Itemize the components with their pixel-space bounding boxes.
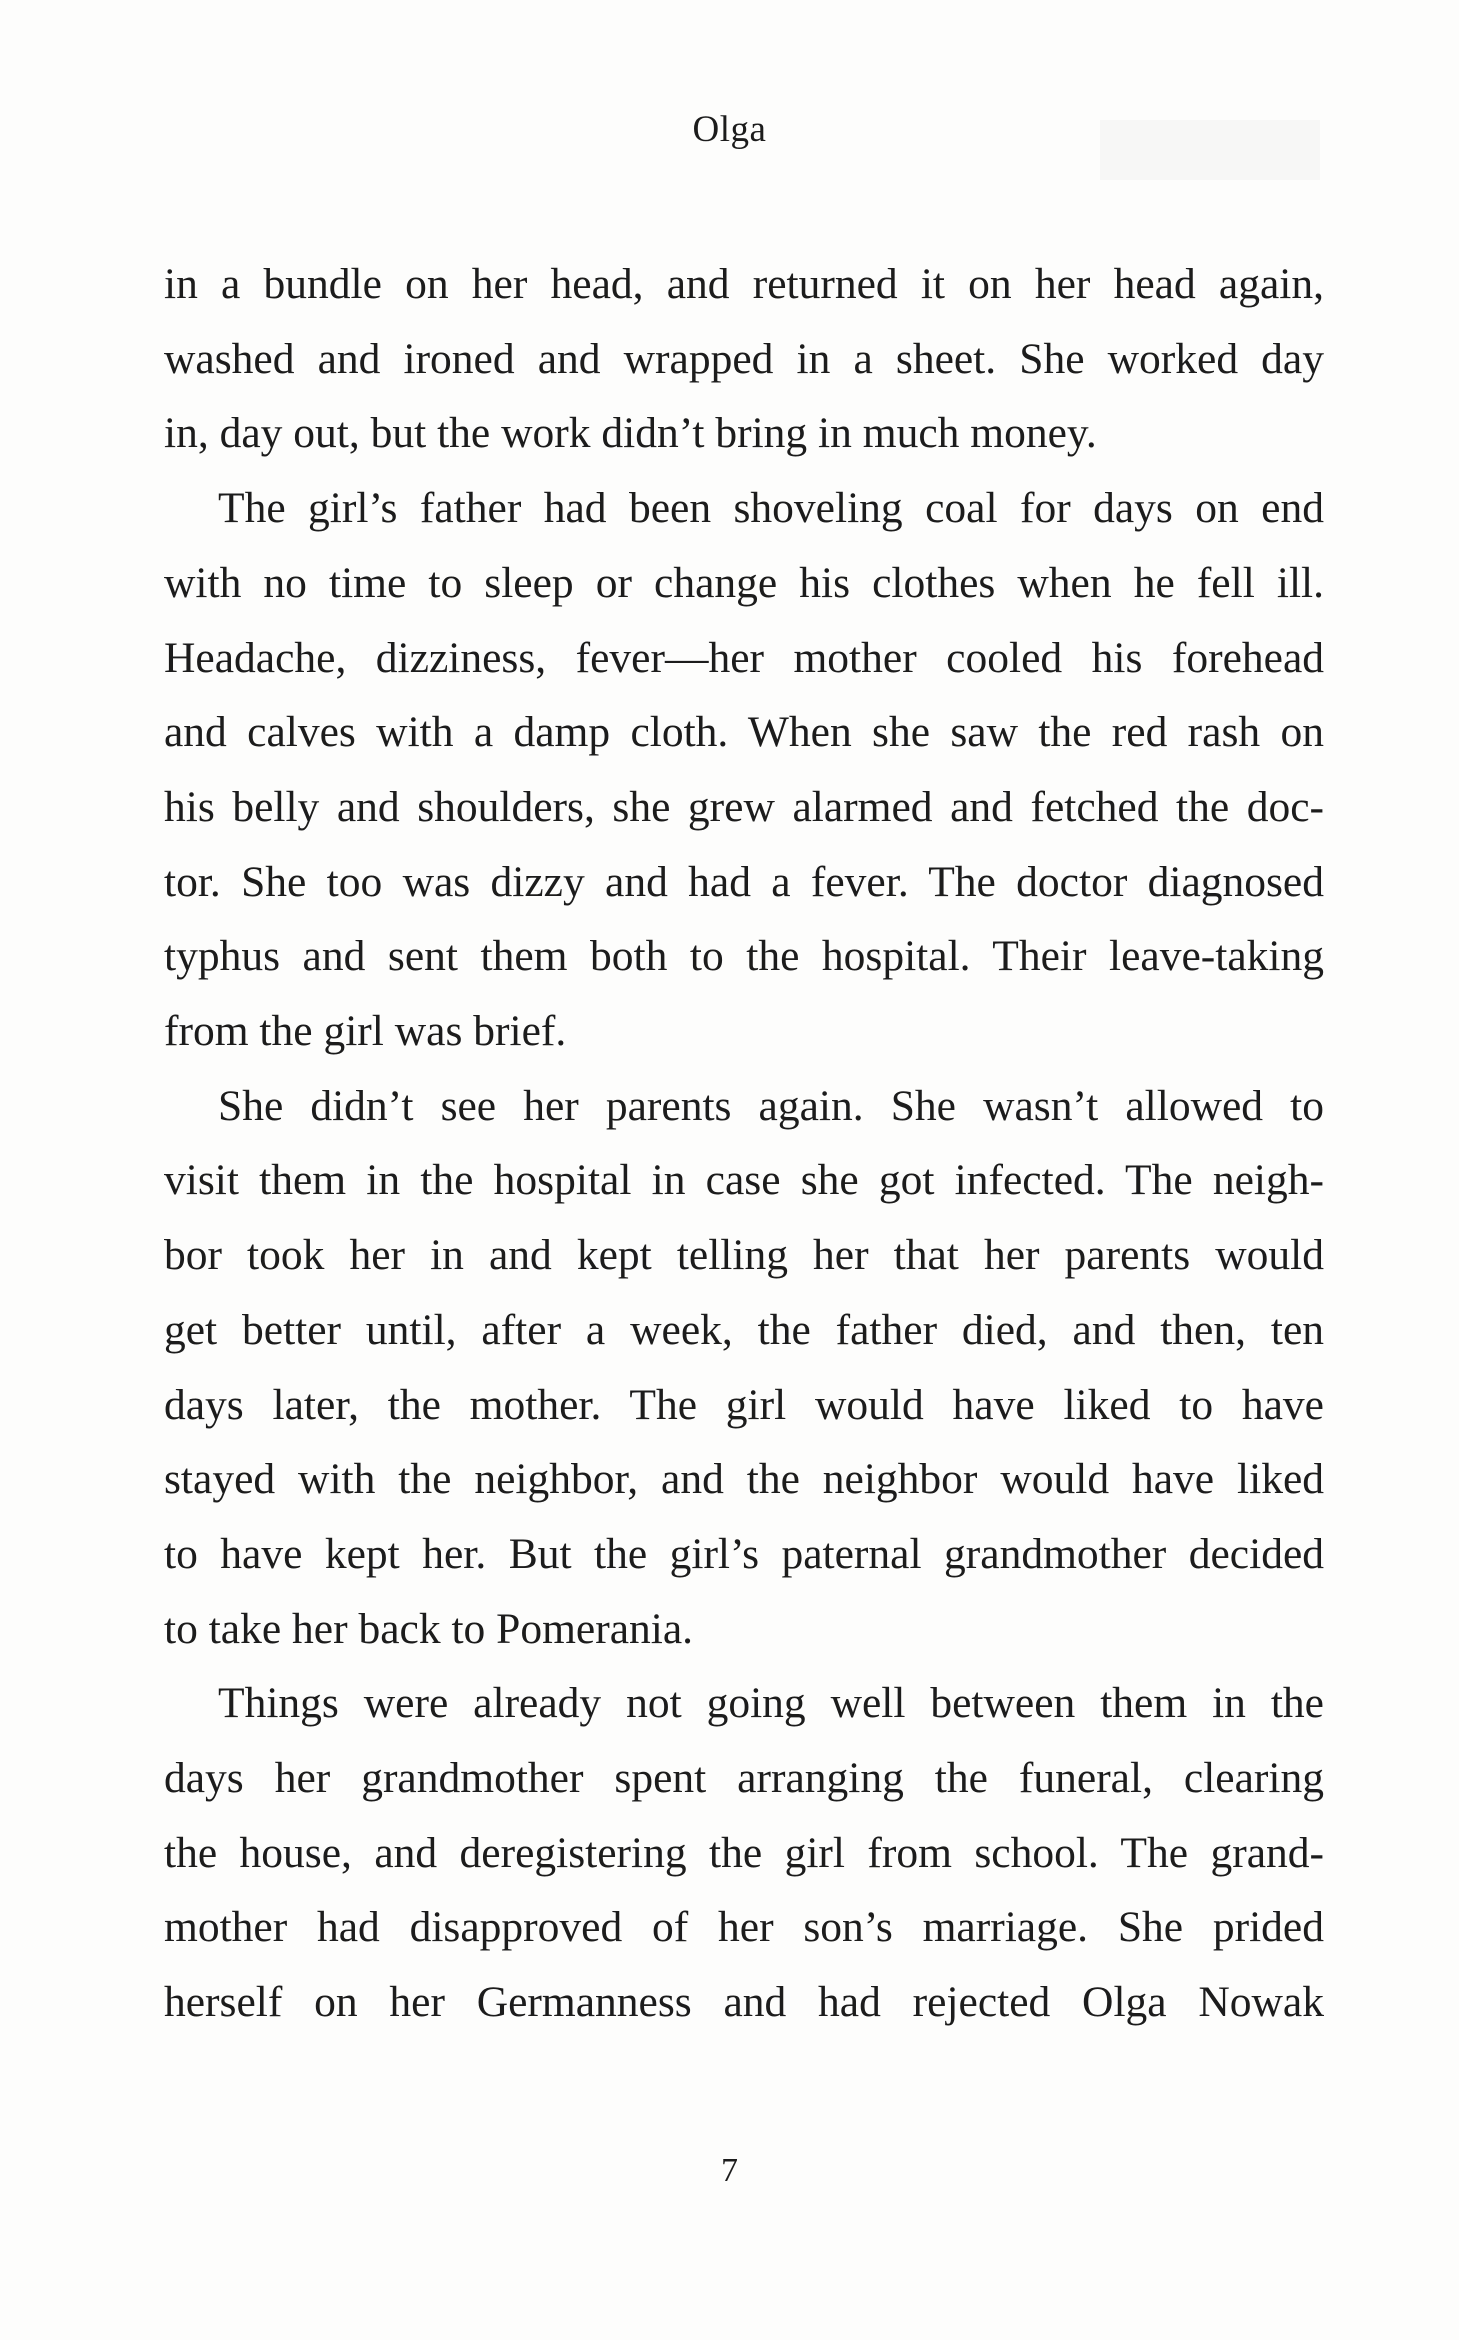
body-text [164, 247, 1324, 2040]
text-line: and calves with a damp cloth. When she saw the red rash on [164, 708, 1324, 757]
text-line: with no time to sleep or change his clothes when he fell ill. [164, 558, 1324, 607]
text-line: mother had disapproved of her son’s marriage. She prided [164, 1903, 1324, 1952]
text-line: get better until, after a week, the father died, and then, ten [164, 1305, 1324, 1354]
text-line: stayed with the neighbor, and the neighbor would have liked [164, 1455, 1324, 1504]
text-line: typhus and sent them both to the hospital. Their leave-taking [164, 932, 1324, 981]
text-line: visit them in the hospital in case she got infected. The neigh- [164, 1156, 1324, 1205]
text-line: the house, and deregistering the girl from school. The grand- [164, 1828, 1324, 1877]
text-line: days later, the mother. The girl would have liked to have [164, 1380, 1324, 1429]
text-line: to take her back to Pomerania. [164, 1604, 694, 1653]
text-line: Things were already not going well between them in the [218, 1679, 1324, 1728]
text-line: The girl’s father had been shoveling coal for days on end [218, 484, 1324, 533]
text-line: Headache, dizziness, fever—her mother cooled his forehead [164, 633, 1324, 682]
text-line: washed and ironed and wrapped in a sheet. She worked day [164, 334, 1324, 383]
text-line: to have kept her. But the girl’s paternal grandmother decided [164, 1529, 1324, 1578]
text-line: She didn’t see her parents again. She wasn’t allowed to [218, 1081, 1324, 1130]
text-line: herself on her Germanness and had rejected Olga Nowak [164, 1978, 1324, 2027]
running-head: Olga [692, 109, 767, 150]
paragraph-3 [164, 1069, 1324, 1667]
paragraph-4 [164, 1666, 1324, 2040]
page-number: 7 [721, 2152, 738, 2189]
text-line: days her grandmother spent arranging the funeral, clearing [164, 1754, 1324, 1803]
text-line: from the girl was brief. [164, 1007, 567, 1056]
text-line: in, day out, but the work didn’t bring in much money. [164, 409, 1097, 458]
paragraph-1 [164, 247, 1324, 471]
text-line: in a bundle on her head, and returned it on her head again, [164, 260, 1324, 308]
paragraph-2 [164, 471, 1324, 1069]
text-line: bor took her in and kept telling her that her parents would [164, 1231, 1324, 1280]
text-line: his belly and shoulders, she grew alarmed and fetched the doc- [164, 782, 1324, 831]
text-line: tor. She too was dizzy and had a fever. The doctor diagnosed [164, 857, 1324, 906]
